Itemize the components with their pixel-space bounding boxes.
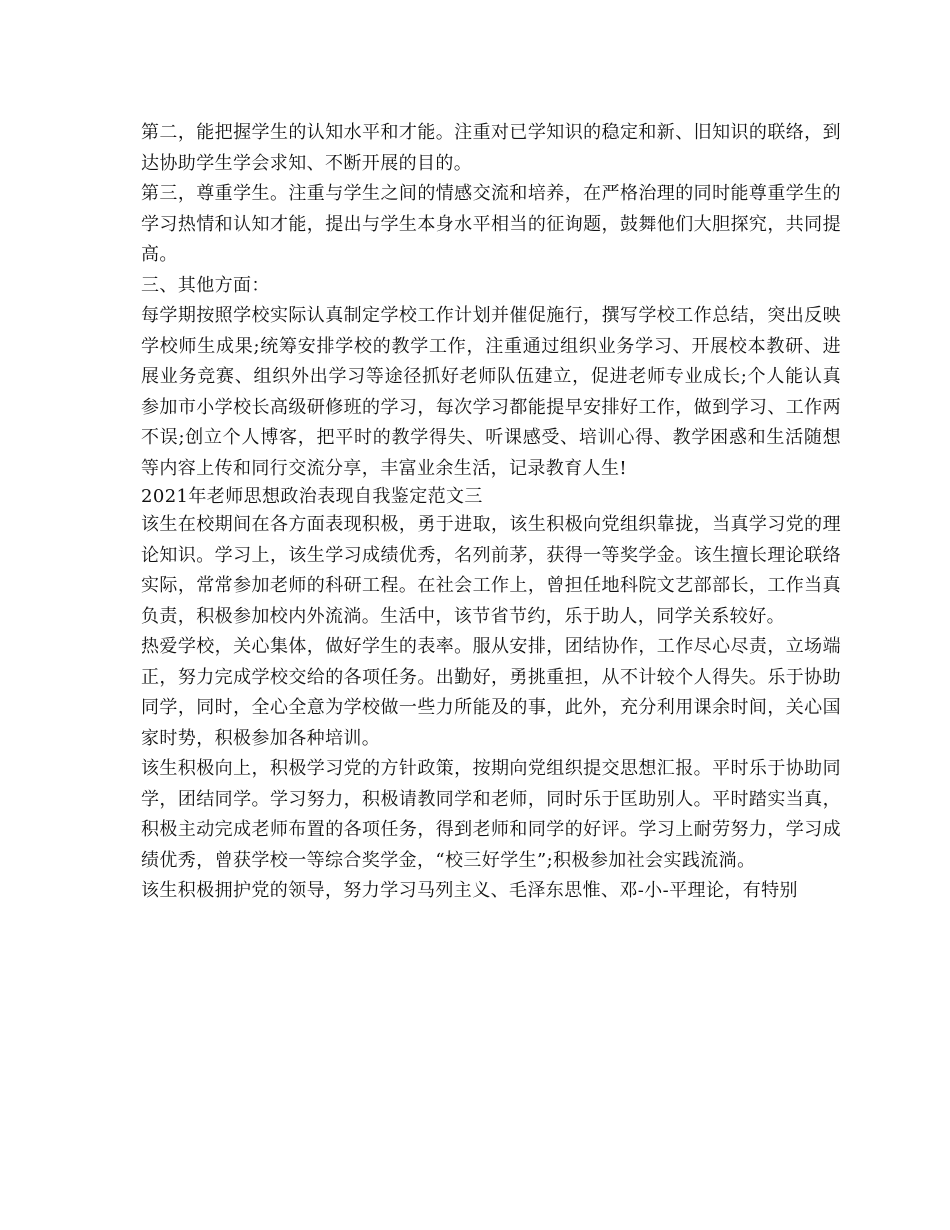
paragraph-positive-attitude: 该生积极向上，积极学习党的方针政策，按期向党组织提交思想汇报。平时乐于协助同学，团结同学。学习努力，积极请教同学和老师，同时乐于匡助别人。平时踏实当真，积极主动完成老师布置的各项任务，得到老师和同学的好评。学习上耐劳努力，学习成绩优秀，曾获学校一等综合奖学金，“校三好学生”;积极参加社会实践流淌。	[141, 758, 841, 871]
section-title-sample-three: 2021年老师思想政治表现自我鉴定范文三	[141, 486, 483, 507]
paragraph-school-work: 每学期按照学校实际认真制定学校工作计划并催促施行，撰写学校工作总结，突出反映学校师生成果;统筹安排学校的教学工作，注重通过组织业务学习、开展校本教研、进展业务竞赛、组织外出学习等途径抓好老师队伍建立，促进老师专业成长;个人能认真参加市小学校长高级研修班的学习，每次学习都能提早安排好工作，做到学习、工作两不误;创立个人博客，把平时的教学得失、听课感受、培训心得、教学困惑和生活随想等内容上传和同行交流分享，丰富业余生活，记录教育人生!	[141, 305, 841, 479]
paragraph-support-party: 该生积极拥护党的领导，努力学习马列主义、毛泽东思惟、邓-小-平理论，有特别	[141, 880, 798, 901]
paragraph-3-respect-students: 第三，尊重学生。注重与学生之间的情感交流和培养，在严格治理的同时能尊重学生的学习热情和认知才能，提出与学生本身水平相当的征询题，鼓舞他们大胆探究，共同提高。	[141, 183, 841, 265]
paragraph-love-school: 热爱学校，关心集体，做好学生的表率。服从安排，团结协作，工作尽心尽责，立场端正，努力完成学校交给的各项任务。出勤好，勇挑重担，从不计较个人得失。乐于协助同学，同时，全心全意为学校做一些力所能及的事，此外，充分利用课余时间，关心国家时势，积极参加各种培训。	[141, 636, 841, 749]
section-heading-other-aspects: 三、其他方面：	[141, 274, 270, 296]
paragraph-2-understanding: 第二，能把握学生的认知水平和才能。注重对已学知识的稳定和新、旧知识的联络，到达协助学生学会求知、不断开展的目的。	[141, 122, 841, 174]
paragraph-student-performance: 该生在校期间在各方面表现积极，勇于进取，该生积极向党组织靠拢，当真学习党的理论知识。学习上，该生学习成绩优秀，名列前茅，获得一等奖学金。该生擅长理论联络实际，常常参加老师的科研工程。在社会工作上，曾担任地科院文艺部部长，工作当真负责，积极参加校内外流淌。生活中，该节省节约，乐于助人，同学关系较好。	[141, 514, 841, 627]
document-body	[141, 118, 841, 907]
